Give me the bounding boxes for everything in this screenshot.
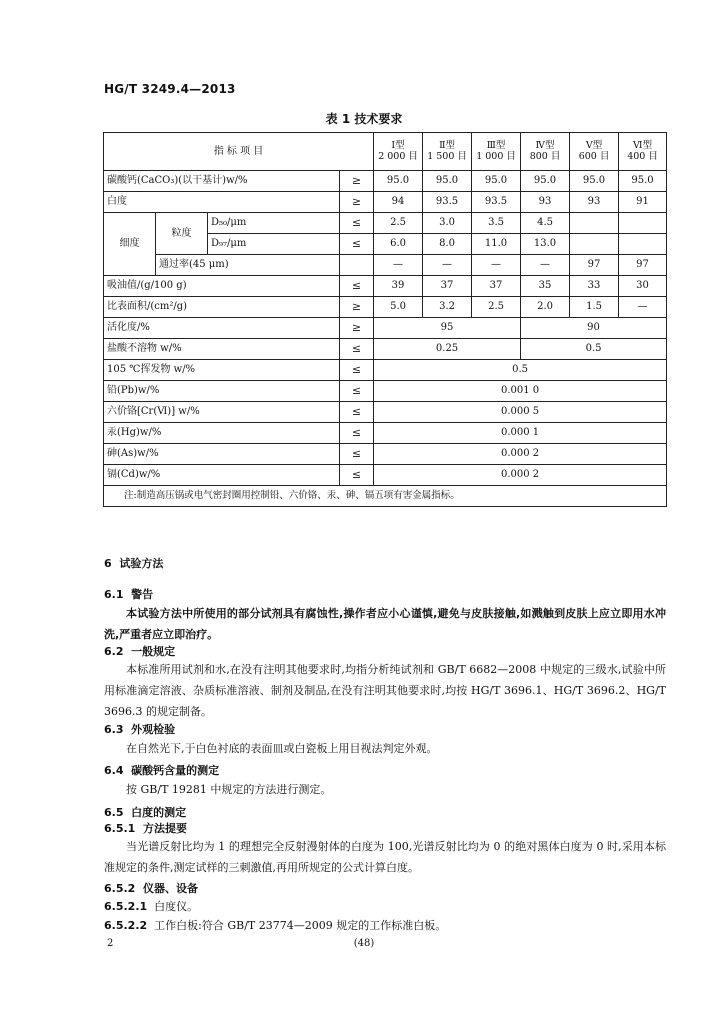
row-label: D₅₀/μm: [208, 213, 340, 234]
cell: 4.5: [521, 213, 570, 234]
type-header: Ⅴ型 600 目: [570, 133, 619, 171]
cell: 0.001 0: [374, 381, 667, 402]
cell: 94: [374, 192, 423, 213]
row-label: 105 ℃挥发物 w/%: [104, 360, 340, 381]
row-volatile: [104, 360, 667, 381]
row-label-fineness: 细度: [104, 213, 156, 276]
section-6-5-2-1: 6.5.2.1 白度仪。: [104, 900, 199, 913]
cell: 11.0: [472, 234, 521, 255]
cell: 95.0: [570, 171, 619, 192]
cell: 37: [423, 276, 472, 297]
section-6-2-body: 本标准所用试剂和水,在没有注明其他要求时,均指分析纯试剂和 GB/T 6682—2008 中规定的三级水,试验中所用标准滴定溶液、杂质标准溶液、制剂及制品,在没有注明其他要求时,均按 HG/T 3696.1、HG/T 3696.2、HG/T 3696.3 的规定制备。: [104, 663, 666, 718]
col-header-item: 指 标 项 目: [104, 133, 374, 171]
type-header: Ⅰ型 2 000 目: [374, 133, 423, 171]
cell: 93.5: [423, 192, 472, 213]
compare-symbol: ≤: [340, 444, 374, 465]
spec-table: [103, 132, 667, 507]
cell: 95: [374, 318, 521, 339]
cell: 95.0: [521, 171, 570, 192]
cell: 95.0: [423, 171, 472, 192]
cell: 93.5: [472, 192, 521, 213]
row-oil: [104, 276, 667, 297]
section-6-5-2-heading: 6.5.2 仪器、设备: [104, 882, 198, 895]
section-6-5-1-heading: 6.5.1 方法提要: [104, 822, 187, 835]
section-6-5-1-body: 当光谱反射比均为 1 的理想完全反射漫射体的白度为 100,光谱反射比均为 0 的绝对黑体白度为 0 时,采用本标准规定的条件,测定试样的三刺激值,再用所规定的公式计算白度。: [104, 840, 666, 874]
cell: 30: [619, 276, 667, 297]
row-label: 镉(Cd)w/%: [104, 465, 340, 486]
row-as: [104, 444, 667, 465]
cell: 8.0: [423, 234, 472, 255]
cell: [619, 213, 667, 234]
cell: 0.000 1: [374, 423, 667, 444]
compare-symbol: ≥: [340, 192, 374, 213]
row-label: 通过率(45 μm): [156, 255, 340, 276]
cell: 90: [521, 318, 667, 339]
compare-symbol: ≤: [340, 213, 374, 234]
cell: 95.0: [374, 171, 423, 192]
cell: 3.5: [472, 213, 521, 234]
compare-symbol: [340, 255, 374, 276]
row-cr: [104, 402, 667, 423]
cell: 39: [374, 276, 423, 297]
compare-symbol: ≤: [340, 276, 374, 297]
cell: 93: [570, 192, 619, 213]
cell: 1.5: [570, 297, 619, 318]
compare-symbol: ≥: [340, 318, 374, 339]
cell: —: [472, 255, 521, 276]
cell: 97: [619, 255, 667, 276]
row-label: 汞(Hg)w/%: [104, 423, 340, 444]
type-header: Ⅱ型 1 500 目: [423, 133, 472, 171]
type-header: Ⅳ型 800 目: [521, 133, 570, 171]
cell: 91: [619, 192, 667, 213]
section-6-5-2-2: 6.5.2.2 工作白板:符合 GB/T 23774—2009 规定的工作标准白板。: [104, 919, 447, 932]
row-label: D₉₇/μm: [208, 234, 340, 255]
row-fineness-pass: [104, 255, 667, 276]
cell: 0.5: [374, 360, 667, 381]
compare-symbol: ≤: [340, 402, 374, 423]
cell: 37: [472, 276, 521, 297]
cell: 95.0: [619, 171, 667, 192]
cell: [570, 234, 619, 255]
cell: 13.0: [521, 234, 570, 255]
cell: 2.5: [374, 213, 423, 234]
row-hcl: [104, 339, 667, 360]
compare-symbol: ≤: [340, 339, 374, 360]
page-center-number: (48): [353, 938, 375, 949]
compare-symbol: ≤: [340, 234, 374, 255]
section-6-1-body: 本试验方法中所使用的部分试剂具有腐蚀性,操作者应小心谨慎,避免与皮肤接触,如溅触到皮肤上应立即用水冲洗,严重者应立即治疗。: [104, 607, 666, 641]
row-label: 比表面积/(cm²/g): [104, 297, 340, 318]
section-6-3-body: 在自然光下,于白色衬底的表面皿或白瓷板上用目视法判定外观。: [126, 742, 438, 755]
cell: 3.0: [423, 213, 472, 234]
standard-code: HG/T 3249.4—2013: [104, 82, 236, 96]
row-label: 砷(As)w/%: [104, 444, 340, 465]
cell: 2.5: [472, 297, 521, 318]
cell: —: [374, 255, 423, 276]
cell: 0.000 2: [374, 465, 667, 486]
compare-symbol: ≥: [340, 171, 374, 192]
row-label: 白度: [104, 192, 340, 213]
row-label: 六价铬[Cr(Ⅵ)] w/%: [104, 402, 340, 423]
cell: —: [619, 297, 667, 318]
table-header-row: [104, 133, 667, 171]
row-label: 活化度/%: [104, 318, 340, 339]
cell: 95.0: [472, 171, 521, 192]
row-cd: [104, 465, 667, 486]
row-caco3: [104, 171, 667, 192]
section-6-2-heading: 6.2 一般规定: [104, 645, 176, 658]
row-hg: [104, 423, 667, 444]
row-activation: [104, 318, 667, 339]
compare-symbol: ≤: [340, 381, 374, 402]
cell: [570, 213, 619, 234]
cell: 0.000 2: [374, 444, 667, 465]
cell: 0.000 5: [374, 402, 667, 423]
row-pb: [104, 381, 667, 402]
cell: —: [521, 255, 570, 276]
row-label: 吸油值/(g/100 g): [104, 276, 340, 297]
section-6-4-body: 按 GB/T 19281 中规定的方法进行测定。: [126, 783, 332, 796]
table-note-row: [104, 486, 667, 507]
table-title: 表 1 技术要求: [325, 112, 403, 126]
section-6-5-heading: 6.5 白度的测定: [104, 806, 187, 819]
compare-symbol: ≤: [340, 360, 374, 381]
table-note: 注:制造高压锅或电气密封圈用控制铅、六价铬、汞、砷、镉五项有害金属指标。: [104, 486, 667, 507]
row-label: 铅(Pb)w/%: [104, 381, 340, 402]
cell: 97: [570, 255, 619, 276]
row-label: 碳酸钙(CaCO₃)(以干基计)w/%: [104, 171, 340, 192]
cell: 93: [521, 192, 570, 213]
compare-symbol: ≥: [340, 297, 374, 318]
section-6-4-heading: 6.4 碳酸钙含量的测定: [104, 764, 220, 777]
cell: [619, 234, 667, 255]
section-6-heading: 6 试验方法: [104, 557, 164, 570]
row-label-size: 粒度: [156, 213, 208, 255]
type-header: Ⅵ型 400 目: [619, 133, 667, 171]
compare-symbol: ≤: [340, 423, 374, 444]
row-fineness-d50: [104, 213, 667, 234]
cell: —: [423, 255, 472, 276]
type-header: Ⅲ型 1 000 目: [472, 133, 521, 171]
cell: 0.5: [521, 339, 667, 360]
row-label: 盐酸不溶物 w/%: [104, 339, 340, 360]
cell: 33: [570, 276, 619, 297]
cell: 6.0: [374, 234, 423, 255]
row-whiteness: [104, 192, 667, 213]
cell: 5.0: [374, 297, 423, 318]
compare-symbol: ≤: [340, 465, 374, 486]
cell: 0.25: [374, 339, 521, 360]
row-surface: [104, 297, 667, 318]
section-6-1-heading: 6.1 警告: [104, 588, 154, 601]
cell: 35: [521, 276, 570, 297]
cell: 2.0: [521, 297, 570, 318]
cell: 3.2: [423, 297, 472, 318]
page-number: 2: [107, 938, 114, 949]
section-6-3-heading: 6.3 外观检验: [104, 723, 176, 736]
